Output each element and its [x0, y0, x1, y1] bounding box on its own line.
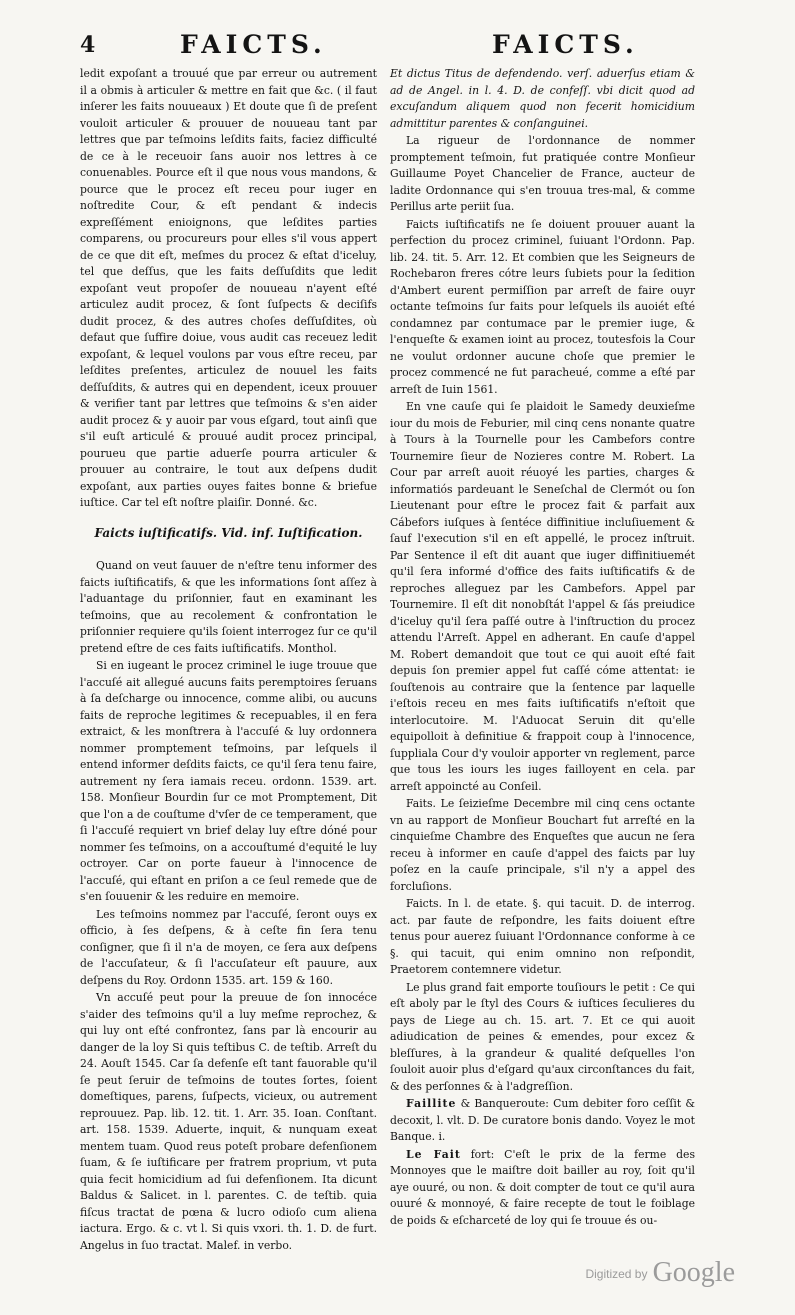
left-paragraph-1: ledit expoſant a trouué que par erreur ou autrement il a obmis à articuler & mettre en fait que &c. ( il faut inſerer les faits nouueaux ) Et doute que ſi de preſent vouloit articuler & prouuer de nouueau tant par lettres que par teſmoins leſdits faits, faciez difficulté de ce à le receuoir ſans auoir nos lettres à ce conuenables. Pource eſt il que nous vous mandons, & pource que le procez eſt receu pour iuger en noſtredite Cour, & eſt pendant & indecis expreſſément enioignons, que leſdites parties comparens, ou procureurs pour elles s'il vous appert de ce que dit eſt, meſmes du procez & eſtat d'iceluy, tel que deſſus, que les faits deſſuſdits que ledit expoſant veut propoſer de nouueau n'ayent eſté articulez audit procez, & ſont ſuſpects & deciſifs dudit procez, & des autres choſes deſſuſdites, où defaut que ſuffire doiue, vous audit cas receuez ledit expoſant, & lequel voulons par vous eſtre receu, par leſdites preſentes, articulez de nouuel les faits deſſuſdits, & autres qui en dependent, iceux prouuer & verifier tant par lettres que teſmoins & s'en aider audit procez & y auoir par vous eſgard, tout ainſi que s'il euſt articulé & prouué audit procez principal, pourueu que partie aduerſe pourra articuler & prouuer au contraire, le tout aux deſpens dudit expoſant, aux parties ouyes faites bonne & briefue iuſtice. Car tel eſt noſtre plaiſir. Donné. &c. [80, 67, 377, 509]
left-column [80, 66, 377, 1255]
right-paragraph-5: Faits. Le ſeizieſme Decembre mil cinq cens octante vn au rapport de Monſieur Bouchart fut arreſté en la cinquieſme Chambre des Enqueſtes que aucun ne ſera receu à informer en cauſe d'appel des faicts par luy poſez en la cauſe principale, s'il n'y a appel des forcluſions. [390, 797, 695, 893]
right-paragraph-2: La rigueur de l'ordonnance de nommer promptement teſmoin, fut pratiquée contre Monſieur Guillaume Poyet Chancelier de France, aucteur de ladite Ordonnance qui s'en trouua tres-mal, & comme Perillus arte periit ſua. [390, 134, 695, 213]
watermark-google-logo: Google [652, 1257, 735, 1288]
left-paragraph-5: Vn accuſé peut pour la preuue de ſon innocéce s'aider des teſmoins qu'il a luy meſme reprochez, & qui luy ont eſté confrontez, ſans par là encourir au danger de la loy Si quis teſtibus C. de teſtib. Arreſt du 24. Aouſt 1545. Car ſa defenſe eſt tant fauorable qu'il ſe peut ſeruir de teſmoins de toutes ſortes, ſoient domeſtiques, parens, ſuſpects, vicieux, ou autrement reprouuez. Pap. lib. 12. tit. 1. Arr. 35. Ioan. Conſtant. art. 158. 1539. Aduerte, inquit, & nunquam exeat mentem tuam. Quod reus poteſt probare defenſionem ſuam, & ſe iuſtificare per fratrem proprium, vt puta quia fecit homicidium ad ſui defenſionem. Ita dicunt Baldus & Salicet. in l. parentes. C. de teſtib. quia fiſcus tractat de pœna & lucro odioſo cum aliena iactura. Ergo. & c. vt l. Si quis vxori. th. 1. D. de furt. Angelus in ſuo tractat. Malef. in verbo. [80, 991, 377, 1252]
right-column [390, 66, 695, 1230]
watermark-digitized-by: Digitized by [585, 1267, 648, 1281]
running-head-left: FAICTS. [180, 30, 327, 59]
left-paragraph-3: Si en iugeant le procez criminel le iuge trouue que l'accuſé ait allegué aucuns faits peremptoires ſeruans à ſa deſcharge ou innocence, comme alibi, ou aucuns faits de reproche legitimes & recepuables, il en fera extraict, & les monſtrera à l'accuſé & luy ordonnera nommer promptement teſmoins, par leſquels il entend informer deſdits faicts, ce qu'il ſera tenu faire, autrement ny ſera iamais receu. ordonn. 1539. art. 158. Monſieur Bourdin ſur ce mot Promptement, Dit que l'on a de couſtume d'vſer de ce temperament, que ſi l'accuſé requiert vn brief delay luy eſtre dóné pour nommer ſes teſmoins, on a accouſtumé d'equité le luy octroyer. Car on porte faueur à l'innocence de l'accuſé, qui eſtant en priſon a ce ſeul remede que de s'en ſouuenir & les reduire en memoire. [80, 659, 377, 903]
page-number: 4 [80, 32, 96, 58]
right-paragraph-1: Et dictus Titus de defendendo. verſ. aduerſus etiam & ad de Angel. in l. 4. D. de confeſſ. vbi dicit quod ad excuſandum aliquem quod non fecerit homicidium admittitur parentes & conſanguinei. [390, 67, 695, 130]
right-paragraph-7: Le plus grand fait emporte touſiours le petit : Ce qui eſt aboly par le ſtyl des Cours & iuſtices ſeculieres du pays de Liege au ch. 15. art. 7. Et ce qui auoit adiudication de peines & emendes, pour excez & bleſſures, à la grandeur & qualité deſquelles l'on ſouloit auoir plus d'eſgard qu'aux circonſtances du fait, & des perſonnes & à l'adgreſſion. [390, 980, 695, 1093]
right-paragraph-9 [390, 1147, 695, 1230]
right-paragraph-6: Faicts. In l. de etate. §. qui tacuit. D. de interrog. act. par faute de reſpondre, les faits doiuent eſtre tenus pour auerez ſuiuant l'Ordonnance conforme à ce §. qui tacuit, qui enim omnino non reſpondit, Praetorem contemnere videtur. [390, 897, 695, 976]
left-paragraph-4: Les teſmoins nommez par l'accuſé, ſeront ouys ex officio, à ſes deſpens, & à ceſte fin ſera tenu conſigner, que ſi il n'a de moyen, ce ſera aux deſpens de l'accuſateur, & ſi l'accuſateur eſt pauure, aux deſpens du Roy. Ordonn 1535. art. 159 & 160. [80, 907, 377, 987]
right-paragraph-3: Faicts iuſtificatifs ne ſe doiuent prouuer auant la perfection du procez criminel, ſuiuant l'Ordonn. Pap. lib. 24. tit. 5. Arr. 12. Et combien que les Seigneurs de Rochebaron freres cótre leurs ſubiets pour la ſedition d'Ambert eurent permiſſion par arreſt de faire ouyr octante teſmoins ſur faits pour leſquels ils auoiét eſté condamnez par contumace par le premier iuge, & l'enqueſte & examen ioint au procez, toutesfois la Cour ne voulut ordonner aucune choſe que premier le procez commencé ne fut paracheué, comme a eſté par arreſt de Iuin 1561. [390, 217, 695, 396]
right-paragraph-4: En vne cauſe qui ſe plaidoit le Samedy deuxieſme iour du mois de Feburier, mil cinq cens nonante quatre à Tours à la Tournelle pour les Cambefors contre Tournemire ſieur de Nozieres contre M. Robert. La Cour par arreſt auoit réuoyé les parties, charges & informatiós pardeuant le Seneſchal de Clermót ou ſon Lieutenant pour eſtre le procez fait & parfait aux Cábefors iuſques à ſentéce diffinitiue incluſiuement & ſauf l'execution s'il en eſt appellé, le procez inſtruit. Par Sentence il eſt dit auant que iuger diffinitiuemét qu'il ſera informé d'office des faits iuſtificatifs & de reproches alleguez par les Cambefors. Appel par Tournemire. Il eſt dit nonobſtát l'appel & ſás preiudice d'iceluy qu'il ſera paſſé outre à l'inſtruction du procez attendu l'Arreſt. Appel en adherant. En cauſe d'appel M. Robert demandoit que tout ce qui auoit eſté fait depuis ſon premier appel fut caſſé cóme attentat: ie ſouſtenois au contraire que la ſentence par laquelle i'eſtois receu en mes faits iuſtificatifs n'eſtoit que interlocutoire. M. l'Aduocat Seruin dit qu'elle equipolloit à definitiue & frappoit coup à l'innocence, ſuppliala Cour d'y vouloir apporter vn reglement, parce que tous les iours les iuges failloyent en cela. par arreſt appoincté au Conſeil. [390, 400, 695, 793]
entry-body-faillite: & Banqueroute: Cum debiter foro ceſſit & decoxit, l. vlt. D. De curatore bonis dando. Voyez le mot Banque. i. [390, 1097, 695, 1143]
page-header [80, 30, 720, 66]
left-paragraph-2: Quand on veut ſauuer de n'eſtre tenu informer des faicts iuſtificatifs, & que les informations ſont aſſez à l'aduantage du priſonnier, faut en examinant les teſmoins, que au recolement & confrontation le priſonnier requiere qu'ils ſoient interrogez ſur ce qu'il pretend eſtre de ces faits iuſtificatifs. Monthol. [80, 559, 377, 655]
google-watermark [585, 1257, 735, 1289]
running-head-right: FAICTS. [492, 30, 639, 59]
section-heading-faicts-iustificatifs: Faicts iuſtificatifs. Vid. inf. Iuſtification. [94, 525, 363, 540]
entry-lead-faillite: Faillite [406, 1097, 457, 1110]
right-paragraph-8 [390, 1096, 695, 1146]
entry-body-le-fait: fort: C'eſt le prix de la ferme des Monnoyes que le maiſtre doit bailler au roy, ſoit qu'il aye ouuré, ou non. & doit compter de tout ce qu'il aura ouuré & monnoyé, & faire recepte de tout le foiblage de poids & eſcharceté de loy qui ſe trouue és ou- [390, 1147, 695, 1227]
entry-lead-le-fait: Le Fait [406, 1147, 461, 1161]
